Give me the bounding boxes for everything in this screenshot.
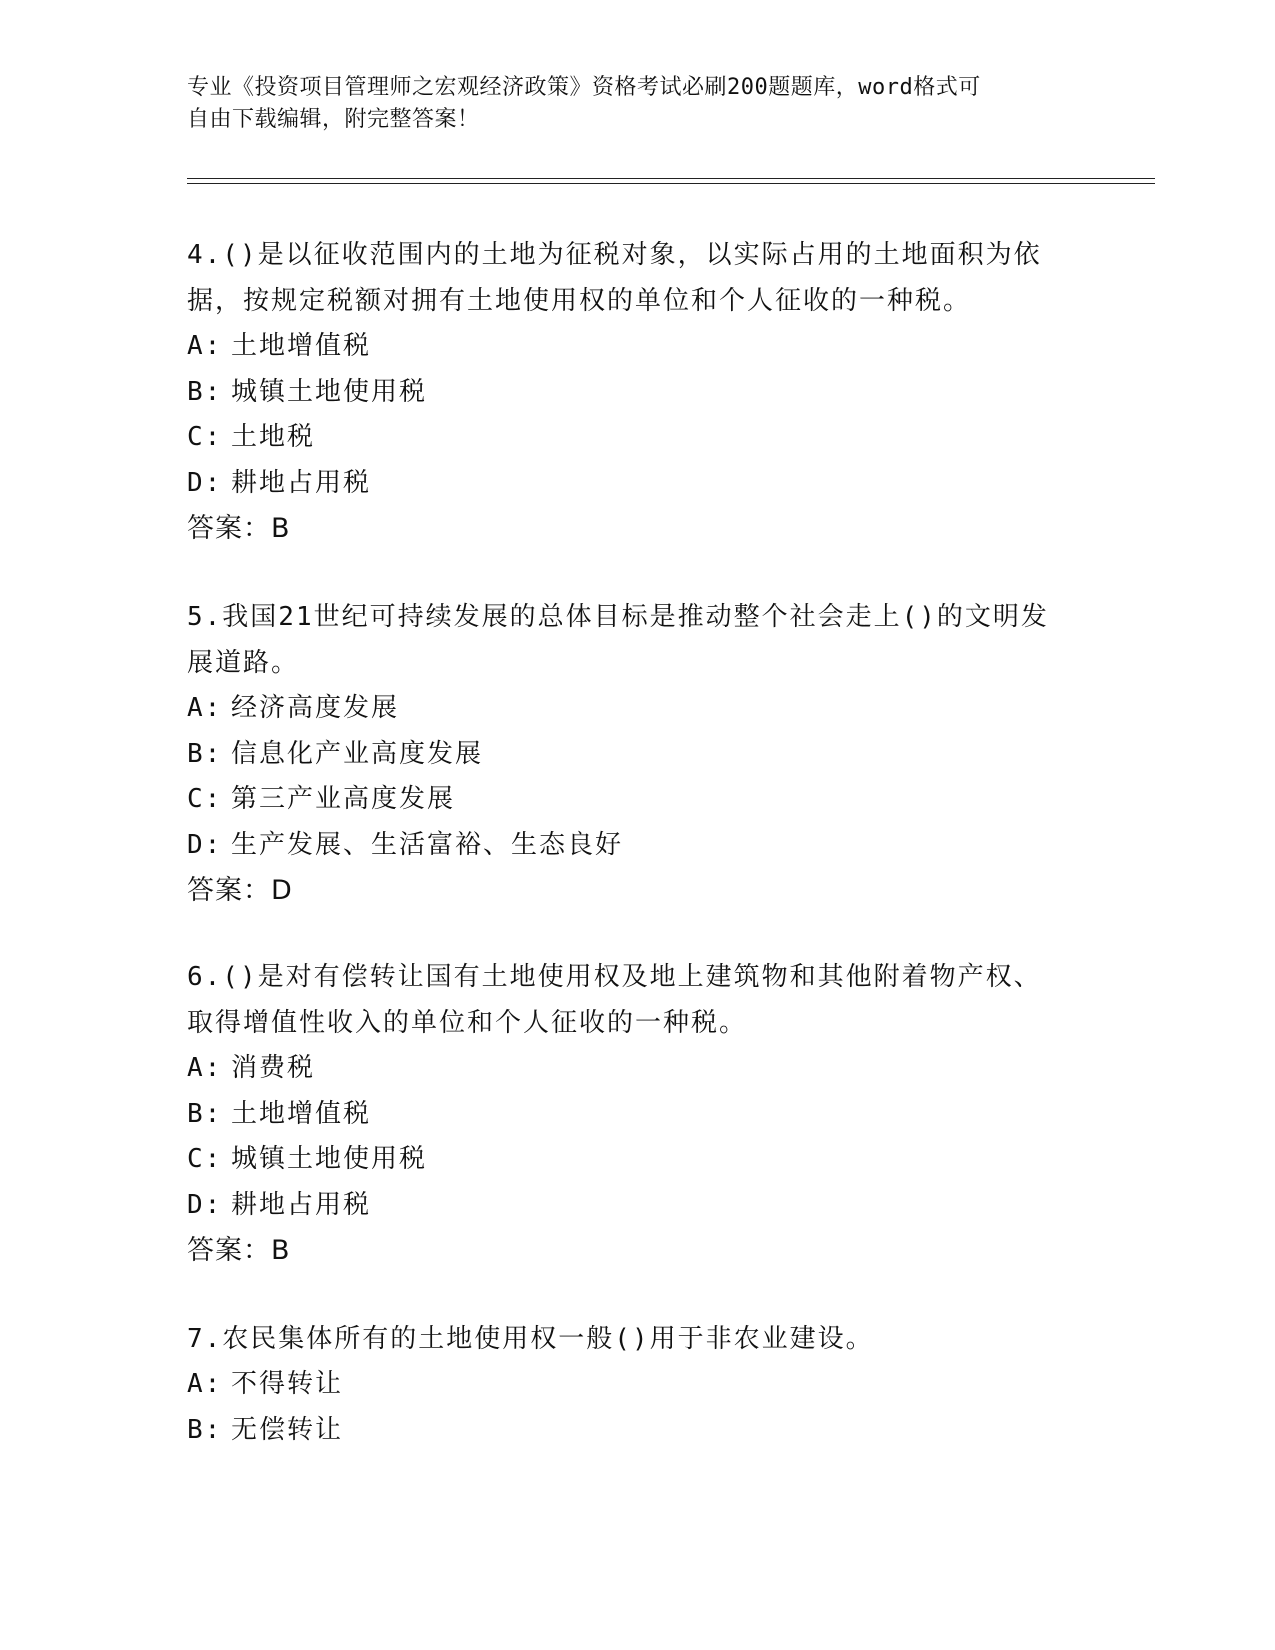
question-7 xyxy=(187,1316,1087,1453)
option-text: 耕地占用税 xyxy=(231,1189,372,1220)
header-line-1: 专业《投资项目管理师之宏观经济政策》资格考试必刷200题题库，word格式可 xyxy=(187,75,981,100)
option-key: D: xyxy=(187,829,223,860)
option-key: D: xyxy=(187,1189,223,1220)
question-stem-line: 据，按规定税额对拥有土地使用权的单位和个人征收的一种税。 xyxy=(187,286,972,316)
option-text: 生产发展、生活富裕、生态良好 xyxy=(231,829,624,860)
header-line-2: 自由下载编辑，附完整答案！ xyxy=(187,107,480,132)
option-key: B: xyxy=(187,738,223,769)
option-text: 经济高度发展 xyxy=(231,693,400,723)
option-key: C: xyxy=(187,784,223,814)
option-text: 土地增值税 xyxy=(231,331,372,361)
option-a xyxy=(187,324,1087,370)
question-stem-line: 展道路。 xyxy=(187,648,300,678)
option-b xyxy=(187,732,1087,778)
option-text: 土地增值税 xyxy=(231,1098,372,1129)
option-text: 第三产业高度发展 xyxy=(231,784,456,814)
option-key: D: xyxy=(187,467,223,498)
question-6 xyxy=(187,954,1087,1274)
option-key: C: xyxy=(187,1144,223,1174)
option-text: 城镇土地使用税 xyxy=(231,1144,428,1174)
option-key: B: xyxy=(187,1414,223,1445)
document-header xyxy=(187,72,1087,136)
header-rule-top xyxy=(187,178,1155,179)
option-text: 信息化产业高度发展 xyxy=(231,738,484,769)
option-text: 消费税 xyxy=(231,1053,316,1083)
option-b xyxy=(187,370,1087,416)
option-text: 土地税 xyxy=(231,422,316,452)
question-stem-line: 4.()是以征收范围内的土地为征税对象，以实际占用的土地面积为依 xyxy=(187,240,1042,270)
question-4 xyxy=(187,232,1087,552)
option-text: 城镇土地使用税 xyxy=(231,376,428,407)
option-key: B: xyxy=(187,1098,223,1129)
answer-line: 答案：B xyxy=(187,1235,291,1266)
answer-line: 答案：B xyxy=(187,513,291,544)
option-text: 耕地占用税 xyxy=(231,467,372,498)
option-c xyxy=(187,1137,1087,1183)
option-text: 不得转让 xyxy=(231,1369,344,1399)
option-key: A: xyxy=(187,331,223,361)
option-b xyxy=(187,1092,1087,1138)
option-key: A: xyxy=(187,693,223,723)
option-a xyxy=(187,686,1087,732)
option-text: 无偿转让 xyxy=(231,1414,344,1445)
option-c xyxy=(187,415,1087,461)
answer-line: 答案：D xyxy=(187,875,293,906)
option-d xyxy=(187,823,1087,869)
question-stem-line: 5.我国21世纪可持续发展的总体目标是推动整个社会走上()的文明发 xyxy=(187,602,1049,632)
option-a xyxy=(187,1046,1087,1092)
question-stem-line: 取得增值性收入的单位和个人征收的一种税。 xyxy=(187,1008,748,1038)
option-c xyxy=(187,777,1087,823)
option-key: A: xyxy=(187,1053,223,1083)
option-d xyxy=(187,461,1087,507)
option-key: C: xyxy=(187,422,223,452)
option-b xyxy=(187,1408,1087,1454)
question-5 xyxy=(187,594,1087,914)
question-stem-line: 7.农民集体所有的土地使用权一般()用于非农业建设。 xyxy=(187,1324,874,1354)
question-stem-line: 6.()是对有偿转让国有土地使用权及地上建筑物和其他附着物产权、 xyxy=(187,962,1042,992)
option-key: A: xyxy=(187,1369,223,1399)
header-rule-bottom xyxy=(187,183,1155,184)
option-d xyxy=(187,1183,1087,1229)
option-a xyxy=(187,1362,1087,1408)
option-key: B: xyxy=(187,376,223,407)
